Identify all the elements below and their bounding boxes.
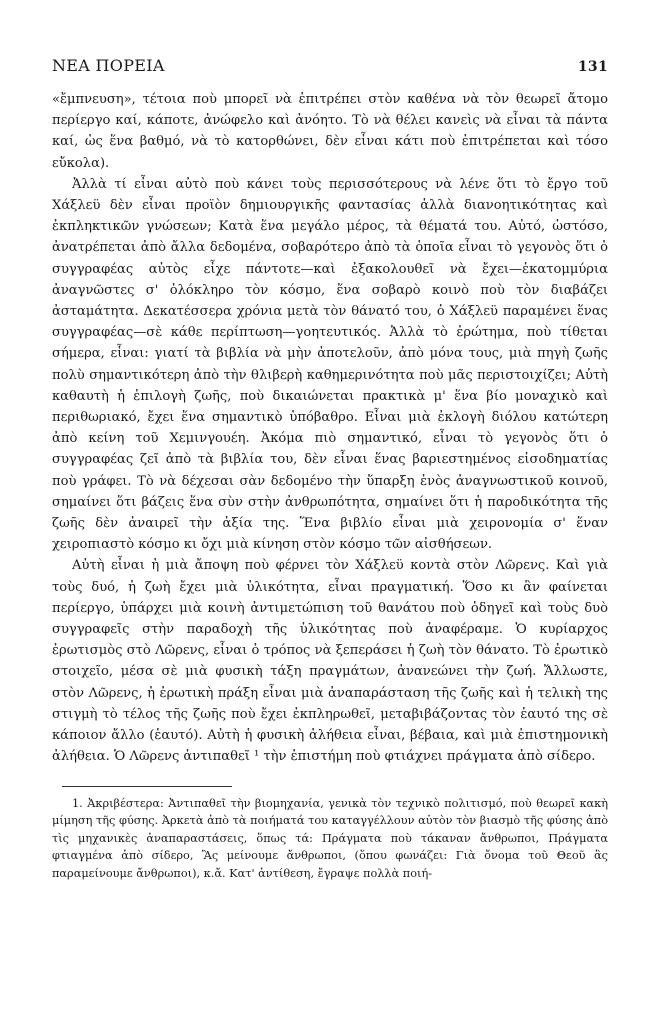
running-title: ΝΕΑ ΠΟΡΕΙΑ bbox=[52, 56, 165, 75]
paragraph-1: «ἔμπνευση», τέτοια ποὺ μπορεῖ νὰ ἐπιτρέπει στὸν καθένα νὰ τὸν θεωρεῖ ἄτομο περίεργο καί, κάποτε, ἀνώφελο καὶ ἀνόητο. Τὸ νὰ θέλει κανεὶς νὰ εἶναι τὰ πάντα καί, ὡς ἕνα βαθμό, νὰ τὸ κατορθώνει, δὲν εἶναι κάτι ποὺ ἐπιτρέπεται καὶ τόσο εὔκολα). bbox=[52, 92, 608, 171]
footnote-1: 1. Ἀκριβέστερα: Ἀντιπαθεῖ τὴν βιομηχανία, γενικὰ τὸν τεχνικὸ πολιτισμό, ποὺ θεωρεῖ κακὴ μίμηση τῆς φύσης. Ἀρκετὰ ἀπὸ τὰ ποιήματά του καταγγέλλουν αὐτὸν τὸν βιασμὸ τῆς φύσης ἀπὸ τὶς μηχανικὲς ἀναπαραστάσεις, ὅπως τά: Πράγματα ποὺ τάκαναν ἄνθρωποι, Πράγματα φτιαγμένα ἀπὸ σίδερο, Ἂς μείνουμε ἄνθρωποι, (ὅπου φωνάζει: Γιὰ ὄνομα τοῦ Θεοῦ ἂς παραμείνουμε ἄνθρωποι), κ.ἄ. Κατ' ἀντίθεση, ἔγραψε πολλὰ ποιή- bbox=[52, 796, 608, 880]
book-page bbox=[52, 56, 608, 882]
body-text bbox=[52, 89, 608, 768]
footnotes bbox=[52, 795, 608, 883]
page-number: 131 bbox=[577, 59, 608, 75]
footnote-divider bbox=[62, 786, 232, 787]
running-header bbox=[52, 56, 608, 75]
paragraph-2: Ἀλλὰ τί εἶναι αὐτὸ ποὺ κάνει τοὺς περισσότερους νὰ λένε ὅτι τὸ ἔργο τοῦ Χάξλεϋ δὲν εἶναι προϊὸν δημιουργικῆς φαντασίας ἀλλὰ διανοητικότητας καὶ ἐκπληκτικῶν γνώσεων; Κατὰ ἕνα μεγάλο μέρος, τὰ θέματά του. Αὐτό, ὡστόσο, ἀνατρέπεται ἀπὸ ἄλλα δεδομένα, σοβαρότερο ἀπὸ τὰ ὁποῖα εἶναι τὸ γεγονὸς ὅτι ὁ συγγραφέας αὐτὸς εἶχε πάντοτε—καὶ ἐξακολουθεῖ νὰ ἔχει—ἑκατομμύρια ἀναγνῶστες σ' ὁλόκληρο τὸν κόσμο, ἕνα σοβαρὸ κοινὸ ποὺ τὸν διαβάζει ἀσταμάτητα. Δεκατέσσερα χρόνια μετὰ τὸν θάνατό του, ὁ Χάξλεϋ παραμένει ἕνας συγγραφέας—σὲ κάθε περίπτωση—γοητευτικός. Ἀλλὰ τὸ ἐρώτημα, ποὺ τίθεται σήμερα, εἶναι: γιατί τὰ βιβλία νὰ μὴν ἀποτελοῦν, ἀπὸ μόνα τους, μιὰ πηγὴ ζωῆς πολὺ σημαντικότερη ἀπὸ τὴν θλιβερὴ καθημερινότητα ποὺ μᾶς περιστοιχίζει; Αὐτὴ καθαυτὴ ἡ ἐπιλογὴ ζωῆς, ποὺ δικαιώνεται πρακτικὰ μ' ἕνα βίο μοναχικὸ καὶ περιθωριακό, ἔχει ἕνα σημαντικὸ ὑπόβαθρο. Εἶναι μιὰ ἐκλογὴ διόλου κατώτερη ἀπὸ κείνη τοῦ Χεμινγουέη. Ἀκόμα πιὸ σημαντικό, εἶναι τὸ γεγονὸς ὅτι ὁ συγγραφέας ζεῖ ἀπὸ τὰ βιβλία του, δὲν εἶναι ἕνας βαριεστημένος εἰσοδηματίας ποὺ γράφει. Τὸ νὰ δέχεσαι σὰν δεδομένο τὴν ὕπαρξη ἑνὸς ἀναγνωστικοῦ κοινοῦ, σημαίνει ὅτι βάζεις ἕνα σὺν στὴν ἀνθρωπότητα, σημαίνει ὅτι ἡ παροδικότητα τῆς ζωῆς δὲν ἀναιρεῖ τὴν ἀξία της. Ἕνα βιβλίο εἶναι μιὰ χειρονομία σ' ἕναν χειροπιαστὸ κόσμο κι ὄχι μιὰ κίνηση στὸν κόσμο τῶν αἰσθήσεων. bbox=[52, 176, 608, 553]
paragraph-3: Αὐτὴ εἶναι ἡ μιὰ ἄποψη ποὺ φέρνει τὸν Χάξλεϋ κοντὰ στὸν Λῶρενς. Καὶ γιὰ τοὺς δυό, ἡ ζωὴ ἔχει μιὰ ὑλικότητα, εἶναι πραγματική. Ὅσο κι ἂν φαίνεται περίεργο, ὑπάρχει μιὰ κοινὴ ἀντιμετώπιση τοῦ θανάτου ποὺ ὁδηγεῖ καὶ τοὺς δυὸ συγγραφεῖς στὴν παραδοχὴ τῆς ὑλικότητας ποὺ ἀναφέραμε. Ὁ κυρίαρχος ἐρωτισμὸς στὸ Λῶρενς, εἶναι ὁ τρόπος νὰ ξεπεράσει ἡ ζωὴ τὸν θάνατο. Τὸ ἐρωτικὸ στοιχεῖο, μέσα σὲ μιὰ φυσικὴ τάξη πραγμάτων, ἀνανεώνει τὴν ζωή. Ἄλλωστε, στὸν Λῶρενς, ἡ ἐρωτικὴ πράξη εἶναι μιὰ ἀναπαράσταση τῆς ζωῆς καὶ ἡ τελικὴ της στιγμὴ τὸ τέλος τῆς ζωῆς ποὺ ἔχει ἐκπληρωθεῖ, μεταβιβάζοντας τὸν ἑαυτό της σὲ κάποιον ἄλλο (ἑαυτό). Αὐτὴ ἡ φυσικὴ ἀλήθεια εἶναι, βέβαια, καὶ μιὰ ἐπιστημονικὴ ἀλήθεια. Ὁ Λῶρενς ἀντιπαθεῖ ¹ τὴν ἐπιστήμη ποὺ φτιάχνει πράγματα ἀπὸ σίδερο. bbox=[52, 558, 608, 765]
